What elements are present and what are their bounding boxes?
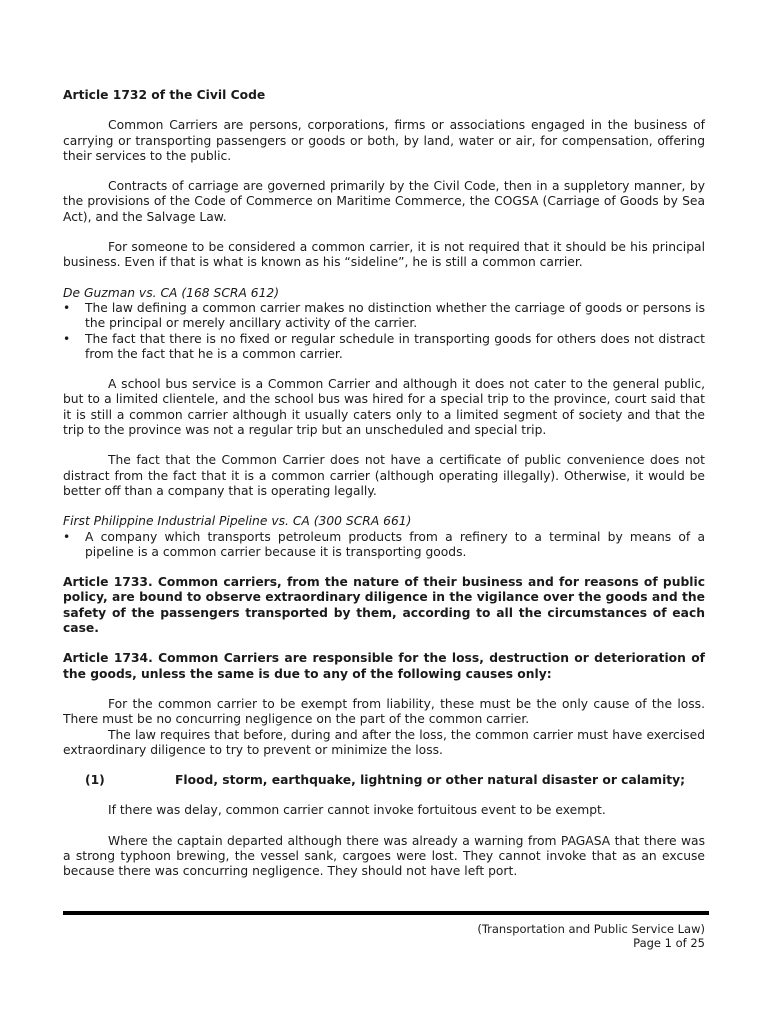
paragraph: Common Carriers are persons, corporations, firms or associations engaged in the business of carrying or transporting passengers or goods or both, by land, water or air, for compensation, offering their services to the public. [63, 118, 705, 163]
article-1734: Article 1734. Common Carriers are responsible for the loss, destruction or deterioration of the goods, unless the same is due to any of the following causes only: [63, 651, 705, 681]
paragraph: If there was delay, common carrier cannot invoke fortuitous event to be exempt. [108, 803, 606, 818]
cause-text: Flood, storm, earthquake, lightning or other natural disaster or calamity; [175, 773, 686, 788]
bullet-item: • A company which transports petroleum products from a refinery to a terminal by means of a pipeline is a common carrier because it is transporting goods. [63, 530, 705, 561]
paragraph: Contracts of carriage are governed primarily by the Civil Code, then in a suppletory manner, by the provisions of the Code of Commerce on Maritime Commerce, the COGSA (Carriage of Goods by Sea Act), and the Salvage Law. [63, 179, 705, 224]
page-footer [477, 922, 705, 950]
bullet-item: • The law defining a common carrier makes no distinction whether the carriage of goods or persons is the principal or merely ancillary activity of the carrier. [63, 301, 705, 332]
document-body [63, 88, 705, 895]
article-1733: Article 1733. Common carriers, from the nature of their business and for reasons of public policy, are bound to observe extraordinary diligence in the vigilance over the goods and the safety of the passengers transported by them, according to all the circumstances of each case. [63, 575, 705, 636]
case-bullet-list [63, 530, 705, 561]
page-number: Page 1 of 25 [633, 936, 705, 950]
cause-item [63, 773, 705, 788]
case-citation: First Philippine Industrial Pipeline vs. CA (300 SCRA 661) [63, 514, 412, 529]
bullet-item: • The fact that there is no fixed or regular schedule in transporting goods for others does not distract from the fact that he is a common carrier. [63, 332, 705, 363]
footer-divider [63, 911, 709, 915]
paragraph: A school bus service is a Common Carrier and although it does not cater to the general public, but to a limited clientele, and the school bus was hired for a special trip to the province, court said that it is still a common carrier although it usually caters only to a limited segment of society and that the trip to the province was not a regular trip but an unscheduled and special trip. [63, 377, 705, 438]
paragraph: The law requires that before, during and after the loss, the common carrier must have exercised extraordinary diligence to try to prevent or minimize the loss. [63, 727, 705, 757]
footer-subject: (Transportation and Public Service Law) [477, 922, 705, 936]
case-bullet-list [63, 301, 705, 362]
paragraph: Where the captain departed although there was already a warning from PAGASA that there was a strong typhoon brewing, the vessel sank, cargoes were lost. They cannot invoke that as an excuse because there was concurring negligence. They should not have left port. [63, 833, 705, 879]
section-title: Article 1732 of the Civil Code [63, 88, 266, 102]
cause-number: (1) [85, 773, 105, 788]
paragraph: The fact that the Common Carrier does not have a certificate of public convenience does not distract from the fact that it is a common carrier (although operating illegally). Otherwise, it would be better off than a company that is operating legally. [63, 453, 705, 498]
paragraph: For someone to be considered a common carrier, it is not required that it should be his principal business. Even if that is what is known as his “sideline”, he is still a common carrier. [63, 240, 705, 270]
case-citation: De Guzman vs. CA (168 SCRA 612) [63, 285, 280, 300]
paragraph: For the common carrier to be exempt from liability, these must be the only cause of the loss. There must be no concurring negligence on the part of the common carrier. [63, 696, 705, 727]
